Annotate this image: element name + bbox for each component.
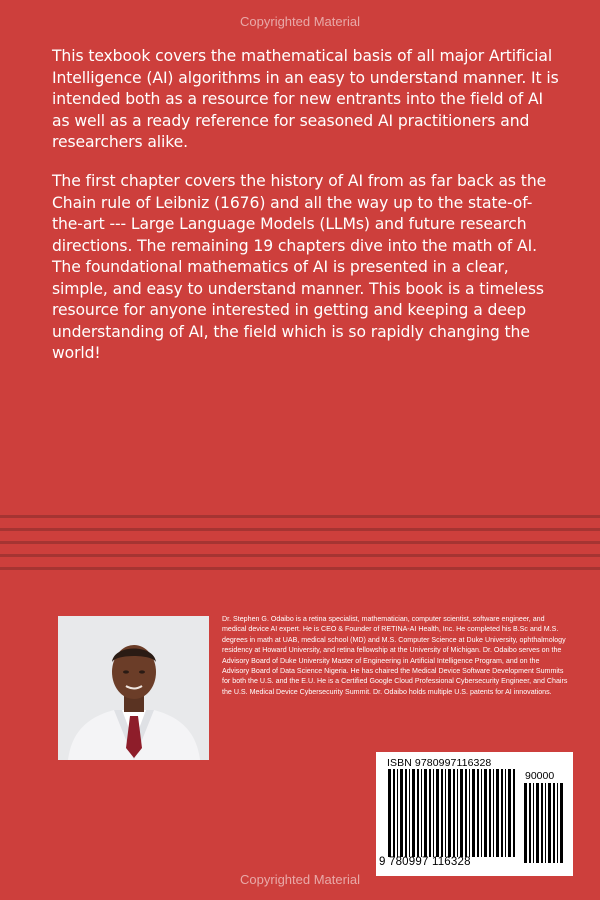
barcode-bar (429, 769, 431, 857)
barcode-bar (433, 769, 434, 857)
barcode-bar (400, 769, 403, 857)
barcode-bar (453, 769, 455, 857)
stripe (0, 515, 600, 518)
barcode-bar (409, 769, 410, 857)
barcode-bar (457, 769, 458, 857)
barcode-bar (388, 769, 391, 857)
barcode-bar (513, 769, 515, 857)
barcode-bar (481, 769, 482, 857)
isbn-label: ISBN 9780997116328 (387, 757, 492, 769)
barcode-bar (505, 769, 506, 857)
barcode-bar (529, 783, 531, 863)
price-code: 90000 (525, 770, 555, 782)
stripe (0, 554, 600, 557)
copyright-watermark-top: Copyrighted Material (240, 14, 360, 29)
stripe (0, 567, 600, 570)
blurb-paragraph-1: This texbook covers the mathematical basis of all major Artificial Intelligence (AI) algorithms in an easy to understand manner. It is intended both as a resource for new entrants into the field of AI as well as a ready reference for seasoned AI practitioners and researchers alike. (52, 47, 559, 151)
barcode-bar (508, 769, 511, 857)
barcode-bar (445, 769, 446, 857)
author-photo (58, 616, 209, 760)
decorative-stripes (0, 515, 600, 575)
barcode-bar (412, 769, 415, 857)
barcode-bar (405, 769, 407, 857)
barcode-bar (436, 769, 439, 857)
barcode-bar (484, 769, 487, 857)
barcode-bar (417, 769, 419, 857)
barcode-bar (477, 769, 479, 857)
author-bio: Dr. Stephen G. Odaibo is a retina specialist, mathematician, computer scientist, software engineer, and medical device AI expert. He is CEO & Founder of RETINA-AI Health, Inc. He completed his B.Sc and M.S. degrees in math at UAB, medical school (MD) and M.S. Computer Science at Duke University, ophthalmology residency at Howard University, and retina fellowship at the University of Michigan. Dr. Odaibo serves on the Advisory Board of Duke University Master of Engineering in Artificial Intelligence Program, and on the Advisory Board of Data Science Nigeria. He has chaired the Medical Device Software Development Summits for both the U.S. and the E.U. He is a Certified Google Cloud Professional Cybersecurity Engineer, and Chairs the U.S. Medical Device Cybersecurity Summit. Dr. Odaibo holds multiple U.S. patents for AI innovations. (222, 615, 568, 696)
barcode-bar (541, 783, 543, 863)
barcode-bar (460, 769, 463, 857)
barcode-bars (388, 769, 516, 857)
barcode-addon-bars (524, 783, 564, 863)
barcode-bar (545, 783, 546, 863)
barcode-bar (548, 783, 551, 863)
isbn-barcode (376, 752, 573, 876)
barcode-bar (560, 783, 563, 863)
barcode-bar (469, 769, 470, 857)
barcode-bar (489, 769, 491, 857)
barcode-bar (421, 769, 422, 857)
blurb-paragraph-2: The first chapter covers the history of AI from as far back as the Chain rule of Leibniz (1676) and all the way up to the state-of-the-art --- Large Language Models (LLMs) and future research directions. The remaining 19 chapters dive into the math of AI. The foundational mathematics of AI is presented in a clear, simple, and easy to understand manner. This book is a timeless resource for anyone interested in getting and keeping a deep understanding of AI, the field which is so rapidly changing the world! (52, 172, 547, 362)
barcode-bar (496, 769, 499, 857)
barcode-bar (393, 769, 395, 857)
barcode-bar (472, 769, 475, 857)
copyright-watermark-bottom: Copyrighted Material (240, 872, 360, 887)
barcode-bar (441, 769, 443, 857)
stripe (0, 541, 600, 544)
barcode-bar (553, 783, 555, 863)
stripe (0, 528, 600, 531)
barcode-bar (524, 783, 527, 863)
barcode-bar (536, 783, 539, 863)
barcode-bar (465, 769, 467, 857)
barcode-bar (501, 769, 503, 857)
barcode-digits: 9 780997 116328 (379, 856, 471, 868)
barcode-bar (448, 769, 451, 857)
barcode-bar (424, 769, 427, 857)
barcode-bar (493, 769, 494, 857)
barcode-bar (557, 783, 558, 863)
barcode-bar (397, 769, 398, 857)
barcode-bar (533, 783, 534, 863)
